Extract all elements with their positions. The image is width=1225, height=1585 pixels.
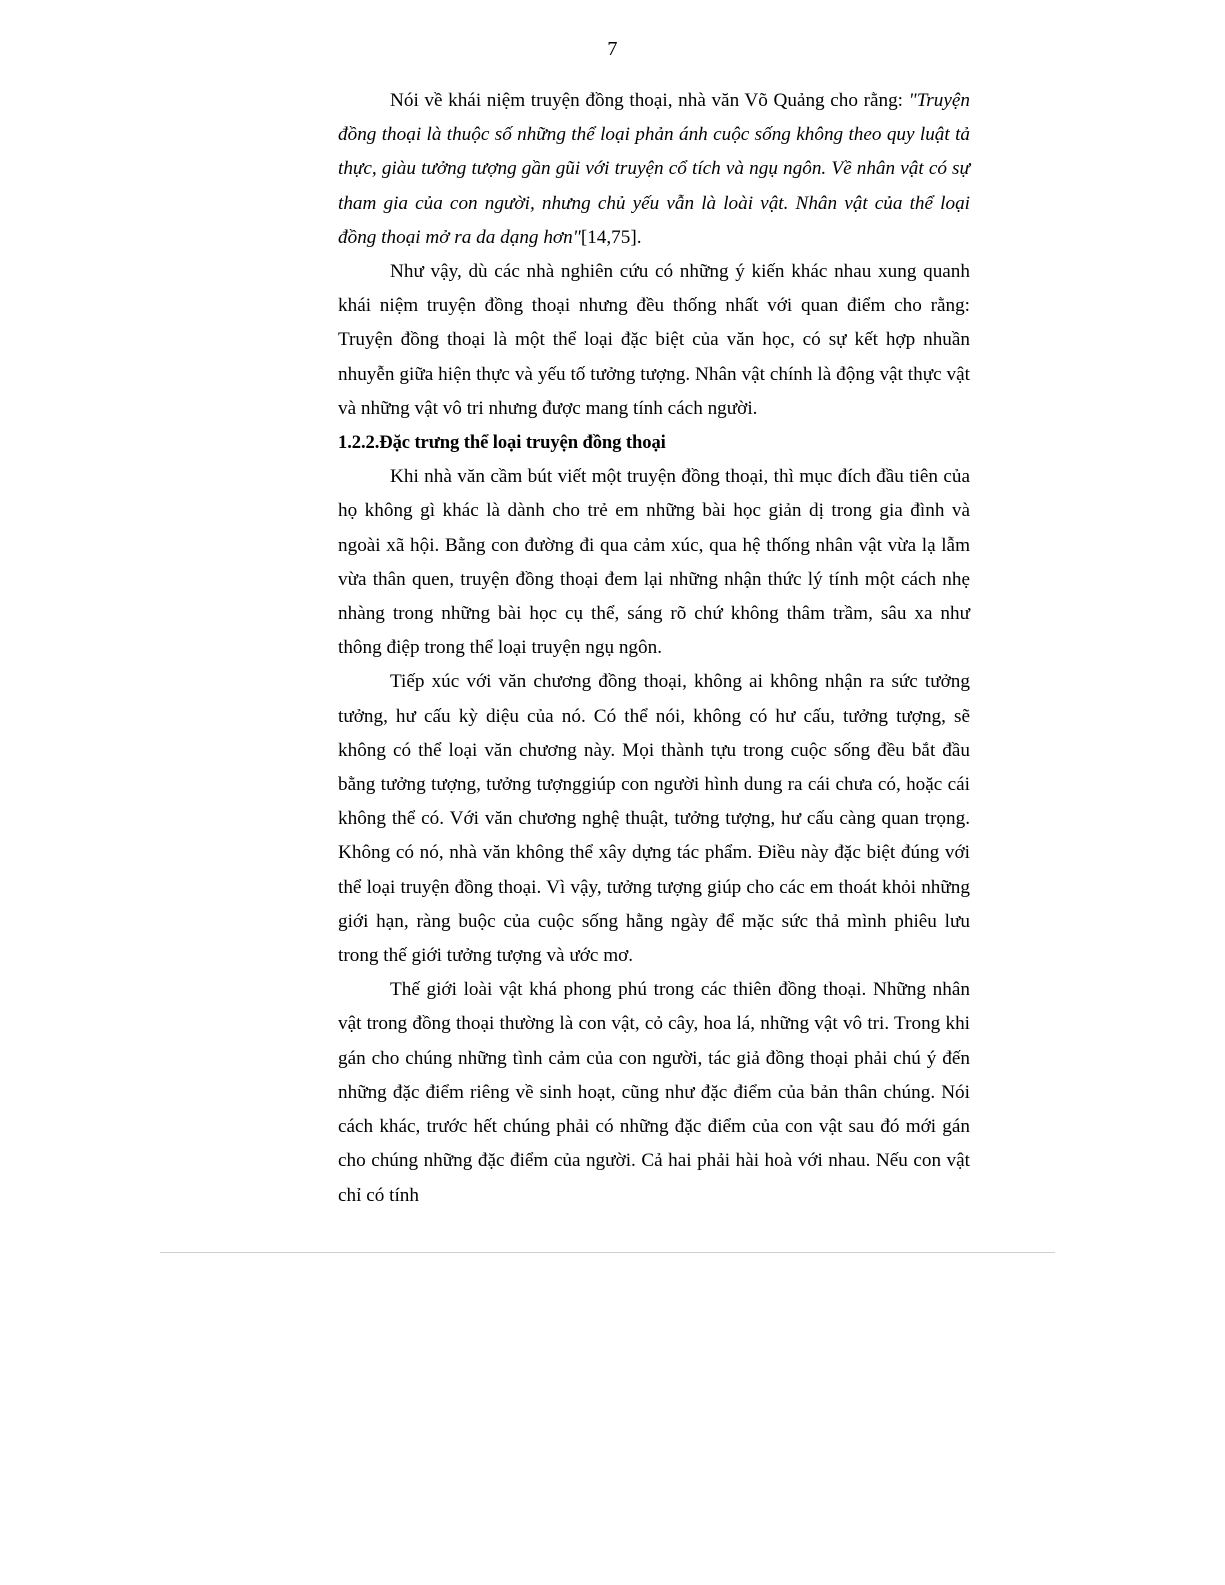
page-content [338,84,970,1213]
paragraph-4: Tiếp xúc với văn chương đồng thoại, không ai không nhận ra sức tưởng tưởng, hư cấu kỳ diệu của nó. Có thể nói, không có hư cấu, tưởng tượng, sẽ không có thể loại văn chương này. Mọi thành tựu trong cuộc sống đều bắt đầu bằng tưởng tượng, tưởng tượnggiúp con người hình dung ra cái chưa có, hoặc cái không thể có. Với văn chương nghệ thuật, tưởng tượng, hư cấu càng quan trọng. Không có nó, nhà văn không thể xây dựng tác phẩm. Điều này đặc biệt đúng với thể loại truyện đồng thoại. Vì vậy, tưởng tượng giúp cho các em thoát khỏi những giới hạn, ràng buộc của cuộc sống hằng ngày để mặc sức thả mình phiêu lưu trong thế giới tưởng tượng và ước mơ. [338,671,970,967]
section-heading: 1.2.2.Đặc trưng thể loại truyện đồng thoại [338,432,666,454]
paragraph-quote-citation: [14,75]. [580,226,642,248]
footer-divider [160,1252,1055,1253]
paragraph-quote-lead: Nói về khái niệm truyện đồng thoại, nhà văn Võ Quảng cho rằng: [390,90,909,111]
paragraph-5: Thế giới loài vật khá phong phú trong các thiên đồng thoại. Những nhân vật trong đồng thoại thường là con vật, cỏ cây, hoa lá, những vật vô tri. Trong khi gán cho chúng những tình cảm của con người, tác giả đồng thoại phải chú ý đến những đặc điểm riêng về sinh hoạt, cũng như đặc điểm của bản thân chúng. Nói cách khác, trước hết chúng phải có những đặc điểm của con vật sau đó mới gán cho chúng những đặc điểm của người. Cả hai phải hài hoà với nhau. Nếu con vật chỉ có tính [338,979,970,1206]
paragraph-2: Như vậy, dù các nhà nghiên cứu có những ý kiến khác nhau xung quanh khái niệm truyện đồng thoại nhưng đều thống nhất với quan điểm cho rằng: Truyện đồng thoại là một thể loại đặc biệt của văn học, có sự kết hợp nhuần nhuyễn giữa hiện thực và yếu tố tưởng tượng. Nhân vật chính là động vật thực vật và những vật vô tri nhưng được mang tính cách người. [338,261,970,419]
paragraph-3: Khi nhà văn cầm bút viết một truyện đồng thoại, thì mục đích đầu tiên của họ không gì khác là dành cho trẻ em những bài học giản dị trong gia đình và ngoài xã hội. Bằng con đường đi qua cảm xúc, qua hệ thống nhân vật vừa lạ lẫm vừa thân quen, truyện đồng thoại đem lại những nhận thức lý tính một cách nhẹ nhàng trong những bài học cụ thể, sáng rõ chứ không thâm trầm, sâu xa như thông điệp trong thể loại truyện ngụ ngôn. [338,466,970,659]
page-number: 7 [607,38,618,60]
paragraph-quote [338,84,970,255]
paragraph-quote-body: "Truyện đồng thoại là thuộc số những thể loại phản ánh cuộc sống không theo quy luật tả thực, giàu tưởng tượng gần gũi với truyện cổ tích và ngụ ngôn. Về nhân vật có sự tham gia của con người, nhưng chủ yếu vẫn là loài vật. Nhân vật của thể loại đồng thoại mở ra da dạng hơn" [338,90,970,248]
